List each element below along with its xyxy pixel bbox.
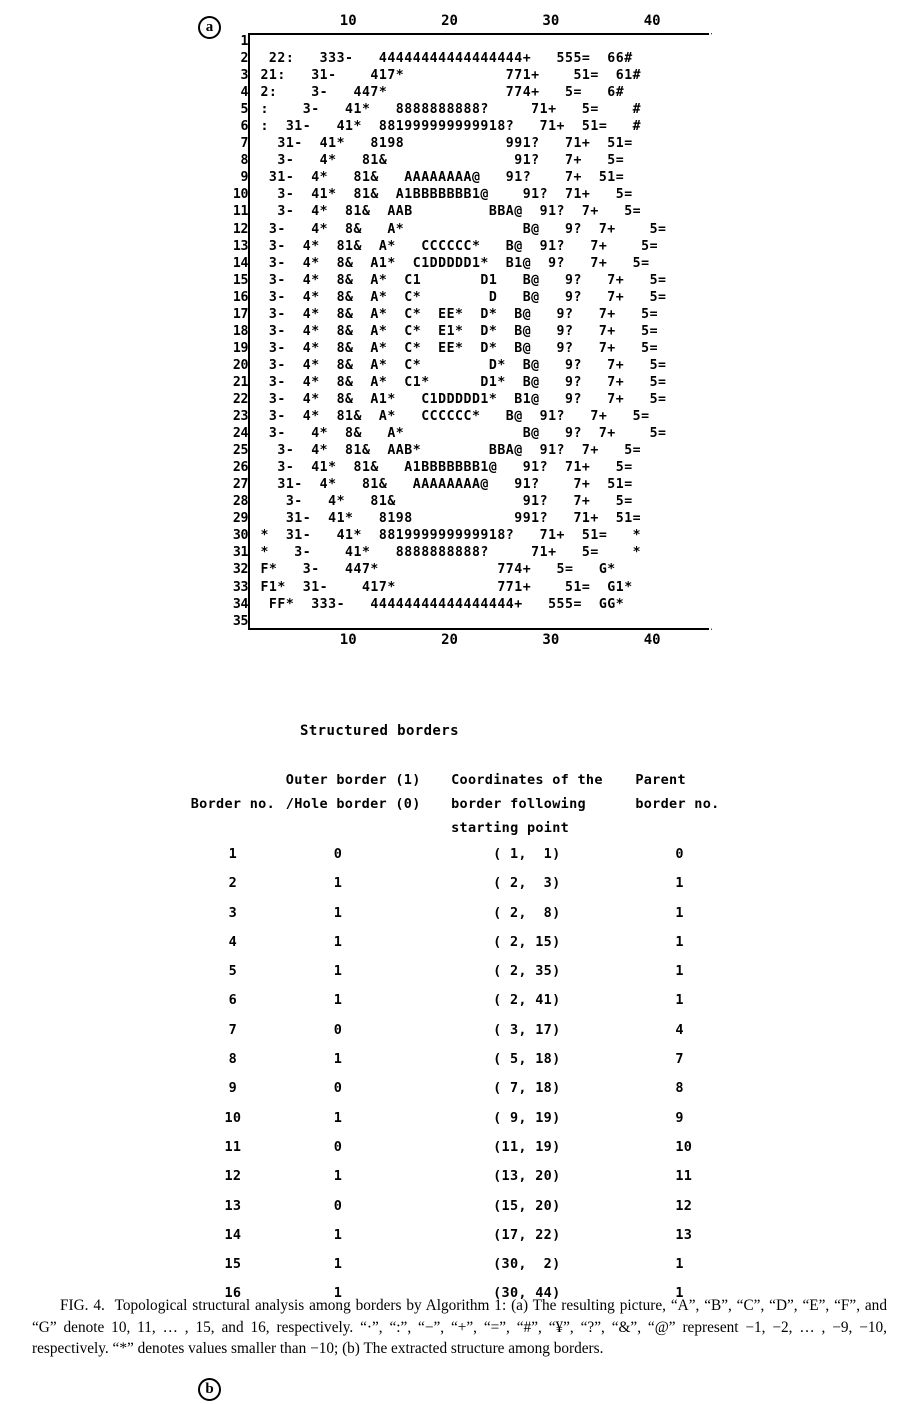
picture-row: 3- 4* 81& A* CCCCCC* B@ 91? 7+ 5= <box>252 238 659 254</box>
picture-row: : 3- 41* 8888888888? 71+ 5= # <box>252 102 642 118</box>
ruler-tick-20: 20 <box>441 632 458 648</box>
picture-row: * 31- 41* 881999999999918? 71+ 51= * <box>252 528 642 544</box>
row-number: 4 <box>240 85 248 101</box>
cell-parent: 1 <box>675 875 684 892</box>
cell-coordinates: (15, 20) <box>493 1197 561 1214</box>
cell-border-no: 5 <box>228 963 238 980</box>
cell-coordinates: ( 2, 3) <box>493 875 561 892</box>
cell-outer-hole: 1 <box>333 875 343 892</box>
column-header-outer-hole <box>286 768 451 840</box>
row-number: 23 <box>232 409 248 425</box>
picture-row: F1* 31- 417* 771+ 51= G1* <box>252 579 633 595</box>
picture-row: 3- 41* 81& A1BBBBBBB1@ 91? 71+ 5= <box>252 460 633 476</box>
picture-row <box>252 613 667 630</box>
table-body <box>180 840 750 1309</box>
ruler-tick-10: 10 <box>339 13 357 29</box>
table-header <box>180 768 750 840</box>
picture-row: 3- 4* 8& A* C* E1* D* B@ 9? 7+ 5= <box>252 323 659 339</box>
picture-row: 31- 41* 8198 991? 71+ 51= <box>252 511 642 527</box>
picture-row: 3- 4* 8& A* B@ 9? 7+ 5= <box>252 221 667 237</box>
picture-row: 3- 4* 81& AAB* BBA@ 91? 7+ 5= <box>252 443 642 459</box>
table-row <box>180 840 750 869</box>
cell-outer-hole: 1 <box>333 992 343 1009</box>
cell-parent: 1 <box>675 1285 684 1302</box>
column-ruler-bottom <box>248 632 713 648</box>
picture-row: F* 3- 447* 774+ 5= G* <box>252 562 616 578</box>
ruler-tick-30: 30 <box>542 13 560 29</box>
cell-coordinates: (17, 22) <box>493 1226 561 1243</box>
cell-outer-hole: 1 <box>333 963 343 980</box>
row-number: 12 <box>232 221 248 237</box>
panel-a-label: a <box>198 16 221 39</box>
table-row <box>180 899 750 928</box>
row-number: 30 <box>232 528 248 544</box>
cell-border-no: 6 <box>228 992 238 1009</box>
cell-parent: 1 <box>675 963 684 980</box>
cell-parent: 1 <box>675 904 684 921</box>
structured-borders-title: Structured borders <box>300 723 459 739</box>
picture-row: 21: 31- 417* 771+ 51= 61# <box>252 68 642 84</box>
cell-coordinates: ( 7, 18) <box>493 1080 561 1097</box>
picture-row: 3- 4* 8& A* C* D B@ 9? 7+ 5= <box>252 289 667 305</box>
column-header-line: border following <box>451 796 586 812</box>
table-row <box>180 1133 750 1162</box>
row-number: 29 <box>232 511 248 527</box>
column-header-line: Coordinates of the <box>451 772 603 788</box>
cell-border-no: 16 <box>224 1285 242 1302</box>
cell-coordinates: (30, 2) <box>493 1256 561 1273</box>
table-row <box>180 1016 750 1045</box>
row-number: 2 <box>240 51 248 67</box>
cell-border-no: 8 <box>228 1051 238 1068</box>
row-number: 27 <box>232 477 248 493</box>
column-header-parent <box>635 768 750 840</box>
cell-outer-hole: 1 <box>333 1226 343 1243</box>
table-header-row <box>180 768 750 840</box>
cell-coordinates: ( 1, 1) <box>493 846 561 862</box>
cell-border-no: 15 <box>224 1256 242 1273</box>
cell-border-no: 9 <box>228 1080 238 1097</box>
row-number: 26 <box>232 460 248 476</box>
column-header-line: starting point <box>451 820 570 836</box>
cell-coordinates: (30, 44) <box>493 1285 561 1302</box>
cell-outer-hole: 0 <box>333 1021 343 1038</box>
cell-border-no: 2 <box>228 875 238 892</box>
picture-row: 3- 4* 81& 91? 7+ 5= <box>252 494 633 510</box>
row-number: 32 <box>232 562 248 578</box>
column-header-line: Border no. <box>190 796 276 812</box>
cell-outer-hole: 1 <box>333 904 343 921</box>
table-row <box>180 1221 750 1250</box>
row-number: 31 <box>232 545 248 561</box>
cell-coordinates: ( 9, 19) <box>493 1109 561 1126</box>
cell-coordinates: (13, 20) <box>493 1168 561 1185</box>
picture-row: 3- 4* 81& A* CCCCCC* B@ 91? 7+ 5= <box>252 409 650 425</box>
picture-row: : 31- 41* 881999999999918? 71+ 51= # <box>252 119 642 135</box>
cell-coordinates: (11, 19) <box>493 1138 561 1155</box>
picture-row: 31- 4* 81& AAAAAAAA@ 91? 7+ 51= <box>252 477 633 493</box>
picture-row: 3- 4* 81& 91? 7+ 5= <box>252 153 625 169</box>
picture-row: FF* 333- 44444444444444444+ 555= GG* <box>252 596 625 612</box>
table-row <box>180 1192 750 1221</box>
row-number: 34 <box>232 596 248 612</box>
cell-coordinates: ( 2, 15) <box>493 933 561 950</box>
cell-parent: 7 <box>675 1051 684 1068</box>
picture-row: 3- 4* 8& A* B@ 9? 7+ 5= <box>252 426 667 442</box>
picture-row: 31- 4* 81& AAAAAAAA@ 91? 7+ 51= <box>252 170 625 186</box>
cell-outer-hole: 1 <box>333 1285 343 1302</box>
row-number: 35 <box>232 613 248 629</box>
cell-parent: 11 <box>675 1168 693 1185</box>
table-row <box>180 869 750 898</box>
cell-outer-hole: 1 <box>333 1256 343 1273</box>
panel-b-label: b <box>198 1378 221 1401</box>
ruler-tick-40: 40 <box>643 13 661 29</box>
ruler-tick-20: 20 <box>441 13 458 29</box>
figure-caption <box>32 1295 887 1360</box>
cell-border-no: 11 <box>224 1138 242 1155</box>
structured-borders-table <box>180 768 750 1309</box>
table-row <box>180 1162 750 1191</box>
table-row <box>180 928 750 957</box>
row-number: 22 <box>232 391 248 407</box>
cell-parent: 13 <box>675 1226 693 1243</box>
cell-parent: 1 <box>675 992 684 1009</box>
row-number: 20 <box>232 357 248 373</box>
picture-row: 22: 333- 44444444444444444+ 555= 66# <box>252 51 633 67</box>
cell-coordinates: ( 3, 17) <box>493 1021 561 1038</box>
cell-border-no: 14 <box>224 1226 242 1243</box>
cell-border-no: 7 <box>228 1021 238 1038</box>
caption-text: Topological structural analysis among borders by Algorithm 1: (a) The resulting picture, “A”, “B”, “C”, “D”, “E”, “F”, and “G” denote 10, 11, … , 15, and 16, respectively. “·”, “:”, “−”, “+”, “=”, “#”, “¥”, “?”, “&”, “@” represent −1, −2, … , −9, −10, respectively. “*” denotes values smaller than −10; (b) The extracted structure among borders. <box>32 1297 887 1357</box>
ruler-tick-40: 40 <box>643 632 661 648</box>
cell-coordinates: ( 2, 35) <box>493 963 561 980</box>
row-number-gutter <box>226 33 248 630</box>
picture-row: * 3- 41* 8888888888? 71+ 5= * <box>252 545 642 561</box>
cell-parent: 12 <box>675 1197 693 1214</box>
cell-parent: 8 <box>675 1080 684 1097</box>
cell-outer-hole: 0 <box>333 1080 343 1097</box>
row-number: 6 <box>240 119 248 135</box>
column-header-line: Outer border (1) <box>285 772 421 788</box>
cell-outer-hole: 0 <box>333 846 343 862</box>
panel-a-resulting-picture <box>0 0 918 660</box>
table-row <box>180 1045 750 1074</box>
column-header-line: border no. <box>635 796 720 812</box>
cell-outer-hole: 1 <box>333 933 343 950</box>
picture-row: 3- 4* 8& A* C* EE* D* B@ 9? 7+ 5= <box>252 306 659 322</box>
row-number: 11 <box>232 204 248 220</box>
cell-outer-hole: 1 <box>333 1168 343 1185</box>
table-row <box>180 957 750 986</box>
cell-border-no: 4 <box>228 933 238 950</box>
row-number: 25 <box>232 443 248 459</box>
row-number: 5 <box>240 102 248 118</box>
row-number: 10 <box>232 187 248 203</box>
row-number: 15 <box>232 272 248 288</box>
cell-parent: 9 <box>675 1109 684 1126</box>
ruler-tick-30: 30 <box>542 632 560 648</box>
cell-parent: 1 <box>675 1256 684 1273</box>
picture-row: 3- 4* 81& AAB BBA@ 91? 7+ 5= <box>252 204 642 220</box>
cell-outer-hole: 0 <box>333 1197 343 1214</box>
ascii-picture <box>252 33 667 630</box>
table-row <box>180 1250 750 1279</box>
column-header-border-no <box>180 768 286 840</box>
picture-row: 3- 4* 8& A* C1* D1* B@ 9? 7+ 5= <box>252 374 667 390</box>
picture-row: 3- 4* 8& A1* C1DDDDD1* B1@ 9? 7+ 5= <box>252 391 667 407</box>
cell-border-no: 12 <box>224 1168 242 1185</box>
picture-row: 2: 3- 447* 774+ 5= 6# <box>252 85 625 101</box>
row-number: 1 <box>240 34 248 49</box>
cell-parent: 1 <box>675 933 684 950</box>
row-number: 24 <box>232 426 248 442</box>
cell-coordinates: ( 2, 41) <box>493 992 561 1009</box>
row-number: 18 <box>232 323 248 339</box>
column-header-line: /Hole border (0) <box>285 796 421 812</box>
cell-coordinates: ( 2, 8) <box>493 904 561 921</box>
picture-row: 3- 4* 8& A1* C1DDDDD1* B1@ 9? 7+ 5= <box>252 255 650 271</box>
picture-row: 3- 41* 81& A1BBBBBBB1@ 91? 71+ 5= <box>252 187 633 203</box>
cell-parent: 0 <box>675 846 684 862</box>
row-number: 14 <box>232 255 248 271</box>
column-ruler-top <box>248 13 713 29</box>
row-number: 28 <box>232 494 248 510</box>
cell-coordinates: ( 5, 18) <box>493 1051 561 1068</box>
cell-border-no: 1 <box>228 846 238 862</box>
cell-outer-hole: 0 <box>333 1138 343 1155</box>
row-number: 3 <box>240 68 248 84</box>
row-number: 21 <box>232 374 248 390</box>
picture-row <box>252 33 667 50</box>
row-number: 7 <box>240 136 248 152</box>
cell-outer-hole: 1 <box>333 1051 343 1068</box>
column-header-line: Parent <box>635 772 686 788</box>
cell-border-no: 3 <box>228 904 238 921</box>
table-row <box>180 1074 750 1103</box>
picture-row: 31- 41* 8198 991? 71+ 51= <box>252 136 633 152</box>
table-row <box>180 1104 750 1133</box>
ruler-tick-10: 10 <box>339 632 357 648</box>
caption-label: FIG. 4. <box>60 1297 105 1314</box>
table-row <box>180 986 750 1015</box>
picture-row: 3- 4* 8& A* C1 D1 B@ 9? 7+ 5= <box>252 272 667 288</box>
row-number: 8 <box>240 153 248 169</box>
column-header-coordinates <box>451 768 635 840</box>
cell-border-no: 13 <box>224 1197 242 1214</box>
cell-parent: 10 <box>675 1138 693 1155</box>
cell-parent: 4 <box>675 1021 684 1038</box>
row-number: 13 <box>232 238 248 254</box>
row-number: 16 <box>232 289 248 305</box>
cell-border-no: 10 <box>224 1109 242 1126</box>
picture-row: 3- 4* 8& A* C* D* B@ 9? 7+ 5= <box>252 357 667 373</box>
picture-row: 3- 4* 8& A* C* EE* D* B@ 9? 7+ 5= <box>252 340 659 356</box>
row-number: 33 <box>232 579 248 595</box>
cell-outer-hole: 1 <box>333 1109 343 1126</box>
row-number: 9 <box>240 170 248 186</box>
row-number: 17 <box>232 306 248 322</box>
row-number: 19 <box>232 340 248 356</box>
